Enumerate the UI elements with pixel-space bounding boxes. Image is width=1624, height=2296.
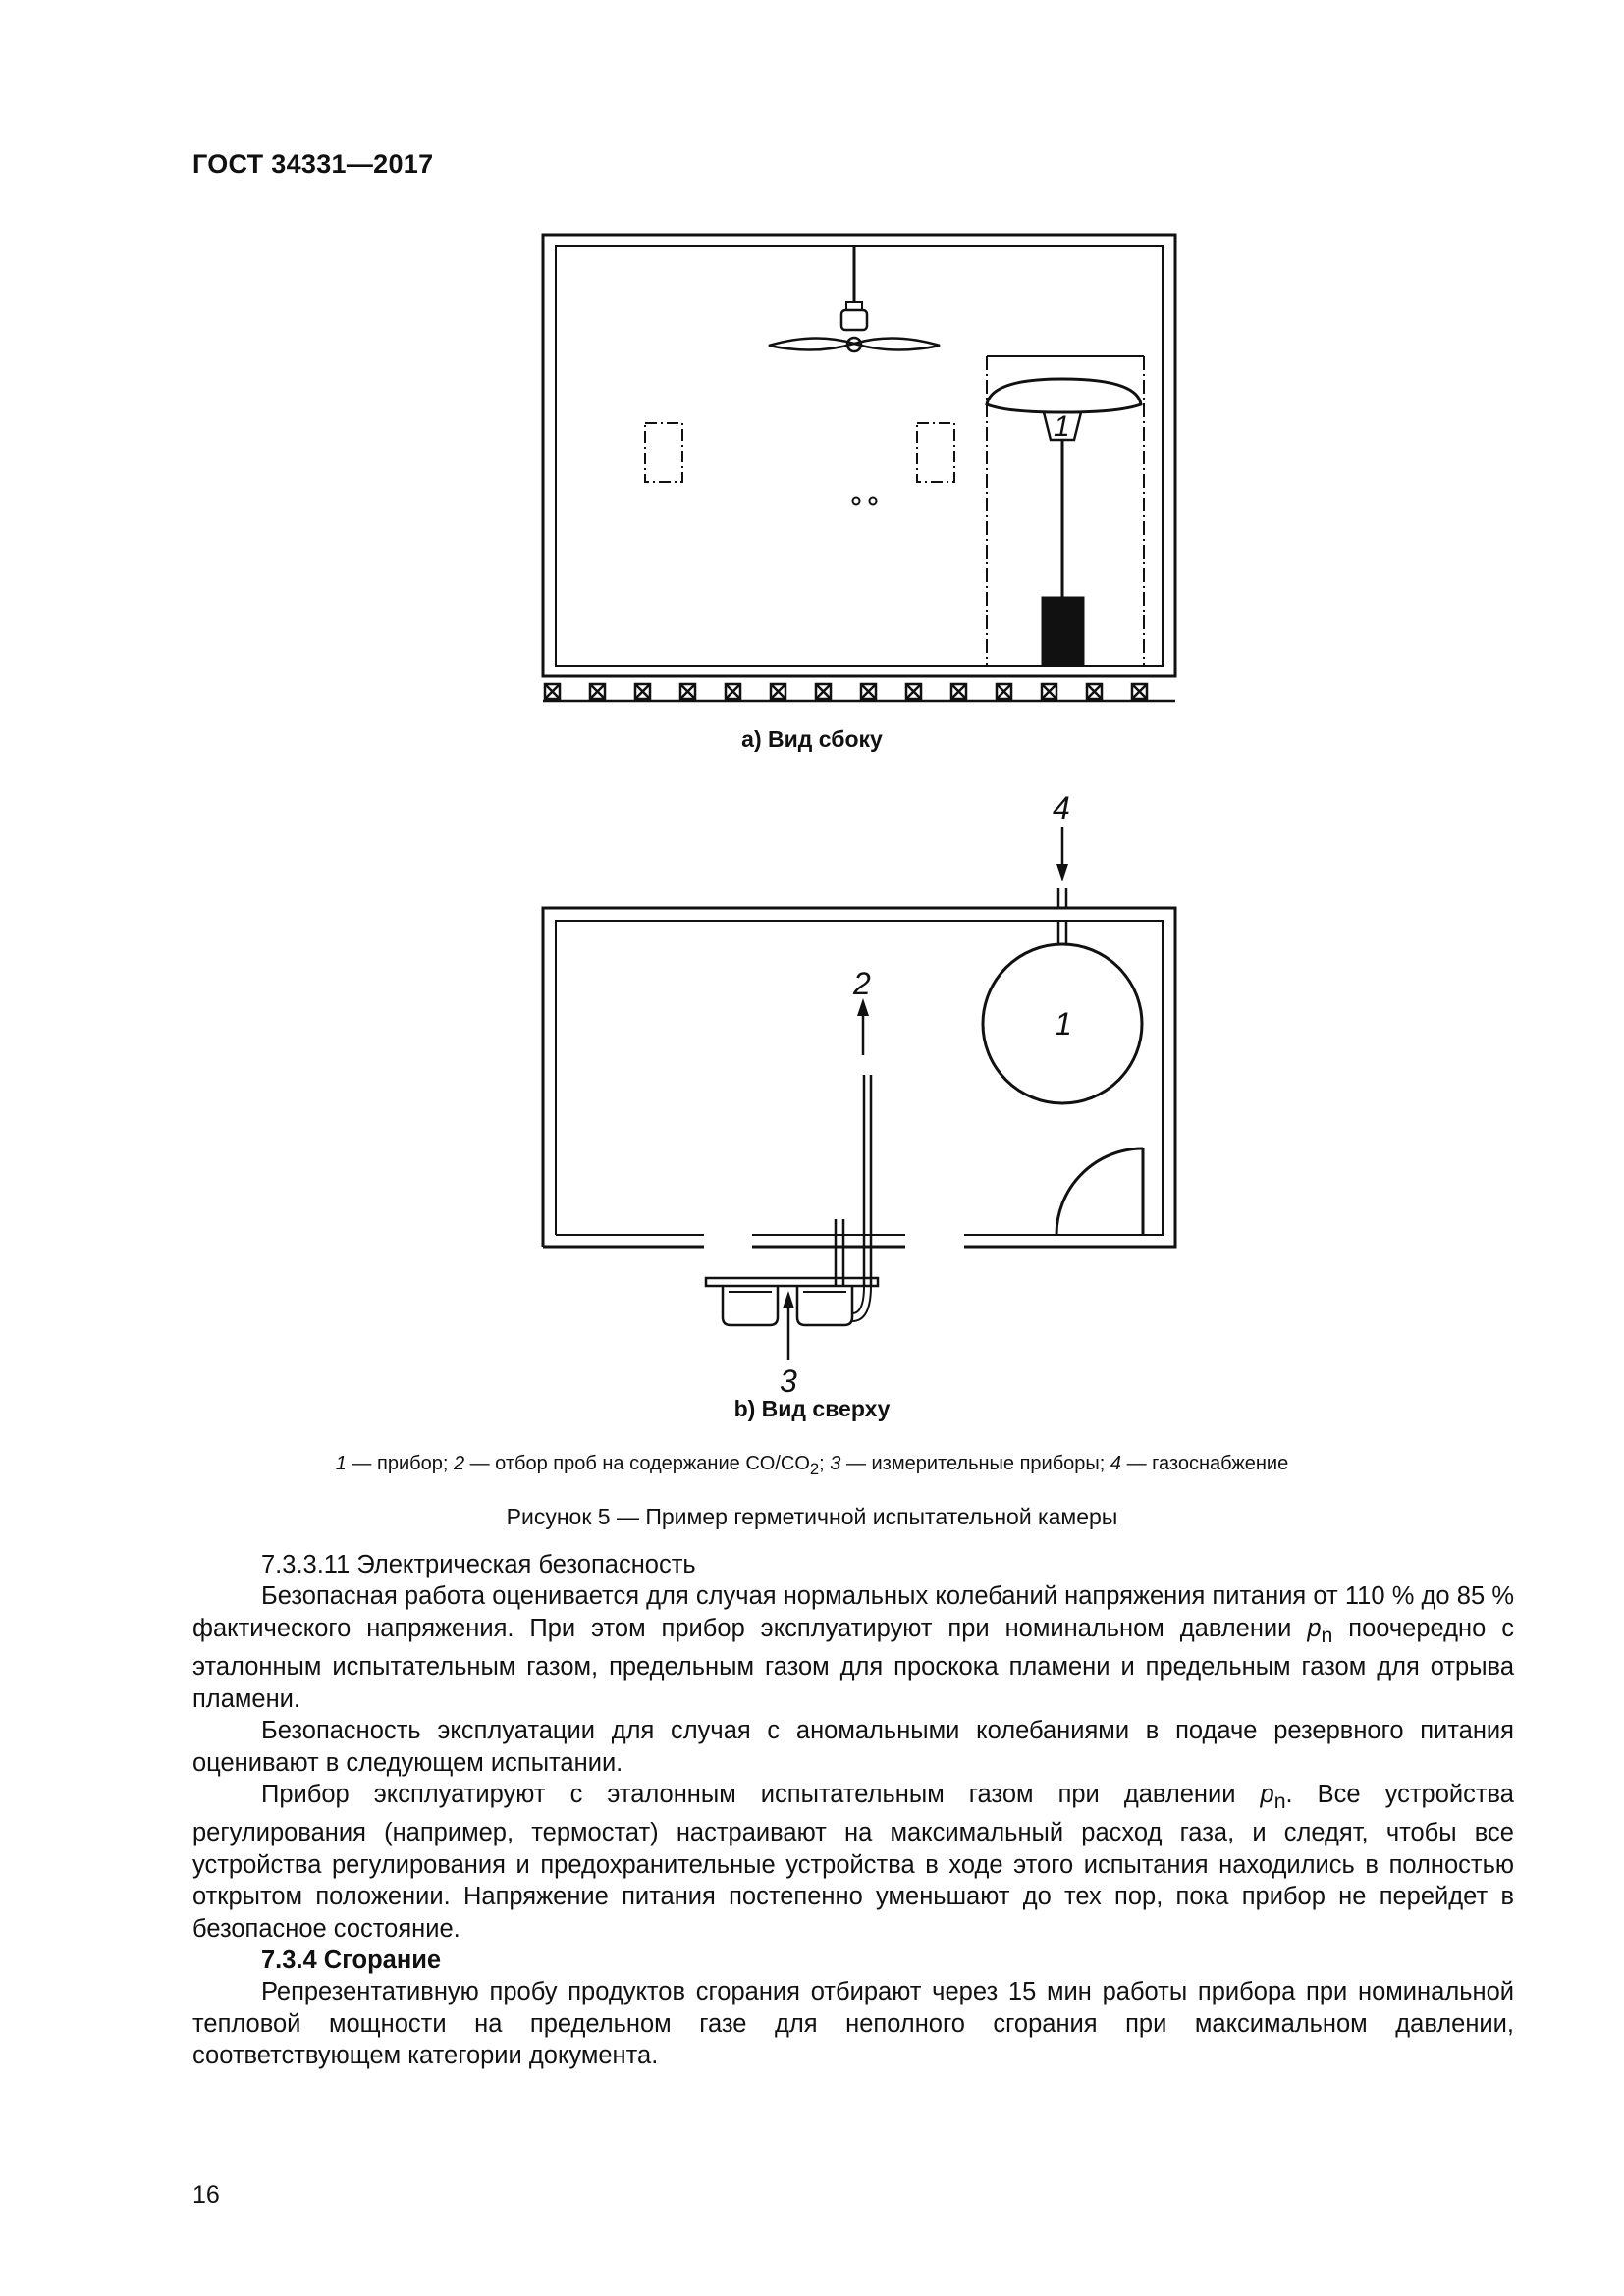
page-number: 16 xyxy=(192,2181,220,2209)
legend-num-1: 1 xyxy=(335,1453,347,1474)
legend-text-2: — отбор проб на содержание CO/CO xyxy=(464,1453,810,1474)
section-7-3-3-11: 7.3.3.11 Электрическая безопасность xyxy=(261,1551,696,1578)
legend-num-2: 2 xyxy=(453,1453,465,1474)
section-7-3-4-heading: 7.3.4 Сгорание xyxy=(261,1947,442,1975)
pressure-subscript: n xyxy=(1321,1623,1333,1647)
caption-side-view: а) Вид сбоку xyxy=(741,726,883,752)
p4-part-b: . Все устройства регулирования (например, термостат) настраивают на максимальный расход газа, и следят, чтобы все устройства регулирования и предохранительные устройства в ходе этого испытания находились в полностью открытом положении. Напряжение питания постепенно уменьшают до тех пор, пока прибор не перейдет в безопасное состояние. xyxy=(192,1780,1514,1943)
callout-4: 4 xyxy=(1053,790,1070,826)
callout-3: 3 xyxy=(780,1363,797,1399)
callout-1-side: 1 xyxy=(1054,410,1070,443)
legend-text-3: — измерительные приборы; xyxy=(840,1453,1110,1474)
figure-title: Рисунок 5 — Пример герметичной испытательной камеры xyxy=(506,1504,1118,1529)
p4-part-a: Прибор эксплуатируют с эталонным испытательным газом при давлении xyxy=(261,1780,1261,1808)
legend-text-1: — прибор; xyxy=(346,1453,454,1474)
legend-num-3: 3 xyxy=(830,1453,841,1474)
paragraph-test-procedure xyxy=(192,1779,1514,1945)
paragraph-abnormal-supply: Безопасность эксплуатации для случая с аномальными колебаниями в подаче резервного питания оценивают в следующем испытании. xyxy=(192,1717,1514,1777)
legend-num-4: 4 xyxy=(1110,1453,1122,1474)
floor-grating xyxy=(543,676,1175,701)
body-text xyxy=(192,1549,1514,2072)
pressure-symbol: p xyxy=(1307,1614,1322,1642)
p2-part-b: поочередно с эталонным испытательным газом, предельным газом для проскока пламени и предельным газом для отрыва пламени. xyxy=(192,1614,1514,1713)
legend-subscript: 2 xyxy=(809,1460,820,1478)
pressure-symbol-2: p xyxy=(1260,1780,1274,1808)
side-view-drawing xyxy=(543,235,1175,701)
paragraph-combustion: Репрезентативную пробу продуктов сгорания отбирают через 15 мин работы прибора при номинальной тепловой мощности на предельном газе для неполного сгорания при максимальном давлении, соответствующем категории документа. xyxy=(192,1978,1514,2070)
ceiling-fan-icon xyxy=(769,246,940,351)
caption-top-view: b) Вид сверху xyxy=(733,1396,891,1421)
paragraph-safe-operation xyxy=(192,1580,1514,1715)
figure-legend xyxy=(0,1453,1624,1479)
legend-text-2b: ; xyxy=(819,1453,831,1474)
pressure-subscript-2: n xyxy=(1273,1789,1286,1814)
legend-text-4: — газоснабжение xyxy=(1121,1453,1289,1474)
door-swing-icon xyxy=(1056,1148,1143,1235)
document-header: ГОСТ 34331—2017 xyxy=(192,149,434,179)
p2-part-a: Безопасная работа оценивается для случая нормальных колебаний напряжения питания от 110 % до 85 % фактического напряжения. При этом прибор эксплуатируют при номинальном давлении xyxy=(192,1582,1514,1642)
callout-1-top: 1 xyxy=(1055,1006,1072,1041)
callout-2: 2 xyxy=(853,966,871,1001)
top-view-drawing xyxy=(543,827,1175,1360)
